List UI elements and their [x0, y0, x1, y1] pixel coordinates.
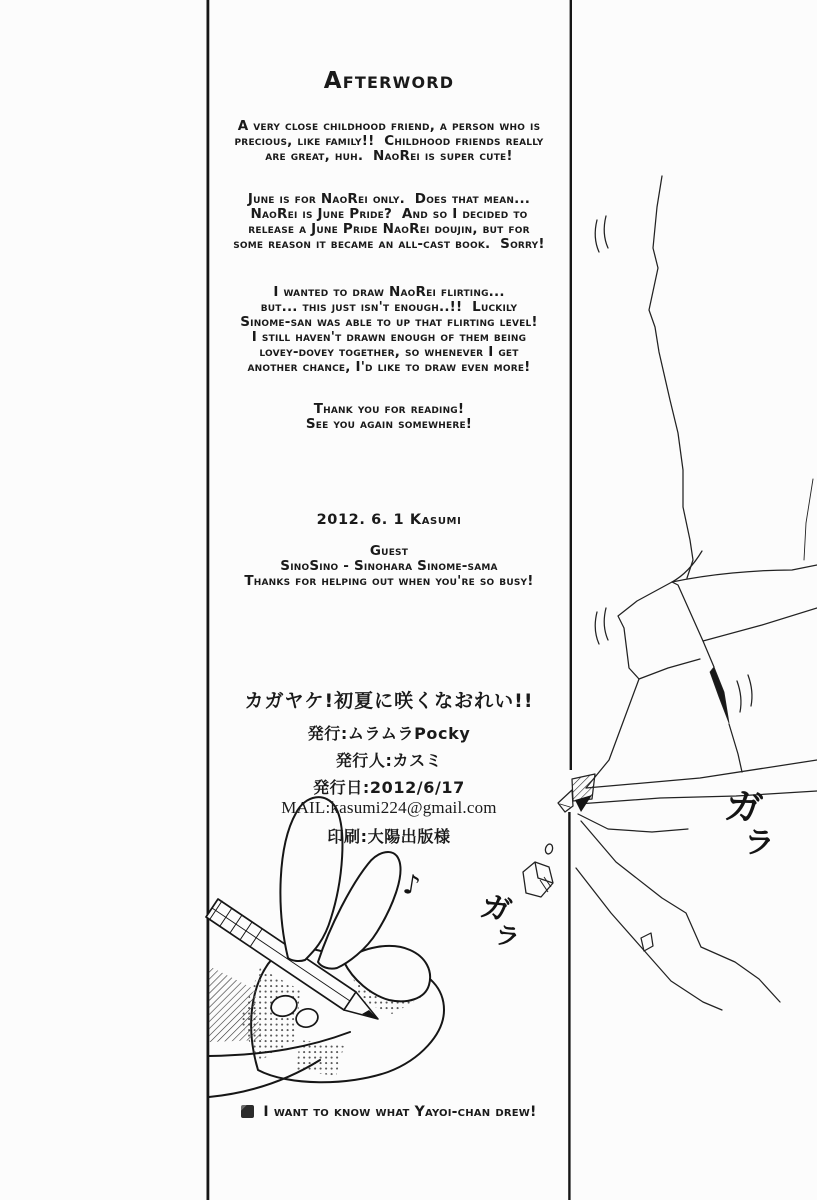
afterword-title: Afterword: [323, 68, 455, 94]
paragraph-line: A very close childhood friend, a person who is: [237, 118, 541, 134]
guest-name: SinoSino - Sinohara Sinome-sama: [280, 558, 498, 574]
guest-heading: Guest: [369, 543, 409, 559]
paragraph-line: are great, huh. NaoRei is super cute!: [265, 148, 513, 164]
afterword-paragraph-2: [209, 192, 569, 252]
guest-credit: [209, 544, 569, 589]
date-signature: 2012. 6. 1 Kasumi: [316, 512, 462, 528]
paragraph-line: but... this just isn't enough..!! Luckily: [260, 299, 518, 315]
doujin-title: カガヤケ!初夏に咲くなおれい!!: [244, 690, 534, 712]
paragraph-line: release a June Pride NaoRei doujin, but for: [248, 221, 530, 237]
sfx-character: ラ: [491, 919, 523, 954]
afterword-paragraph-4: [209, 402, 569, 432]
paragraph-line: some reason it became an all-cast book. Sorry!: [233, 236, 545, 252]
afterword-paragraph-1: [209, 119, 569, 164]
paragraph-line: See you again somewhere!: [305, 416, 473, 432]
sfx-gara-right: [719, 783, 782, 864]
falling-rock-artwork: [523, 843, 554, 897]
printer-line: 印刷:大陽出版様: [327, 827, 451, 846]
paragraph-line: I wanted to draw NaoRei flirting...: [273, 284, 505, 300]
sfx-character: ガ: [477, 888, 515, 930]
paragraph-line: NaoRei is June Pride? And so I decided to: [250, 206, 528, 222]
mail-line: MAIL:kasumi224@gmail.com: [281, 798, 497, 817]
publisher-line: 発行:ムラムラPocky: [307, 724, 471, 743]
bottom-caption: [209, 1104, 569, 1120]
afterword-paragraph-3: [209, 285, 569, 375]
paragraph-line: another chance, I'd like to draw even more!: [247, 359, 531, 375]
guest-thanks: Thanks for helping out when you're so busy!: [244, 573, 534, 589]
sfx-character: ラ: [741, 823, 777, 864]
paragraph-line: precious, like family!! Childhood friends really: [234, 133, 544, 149]
paragraph-line: June is for NaoRei only. Does that mean...: [247, 191, 531, 207]
paragraph-line: lovey-dovey together, so whenever I get: [259, 344, 519, 360]
paragraph-line: I still haven't drawn enough of them being: [251, 329, 527, 345]
stamp-icon: [241, 1105, 254, 1118]
paragraph-line: Sinome-san was able to up that flirting level!: [240, 314, 538, 330]
paragraph-line: Thank you for reading!: [313, 401, 465, 417]
sfx-character: ガ: [722, 783, 766, 832]
caption-text: I want to know what Yayoi-chan drew!: [263, 1104, 537, 1120]
wall-crack-artwork: [558, 176, 817, 1010]
author-line: 発行人:カスミ: [335, 751, 443, 770]
publish-date-line: 発行日:2012/6/17: [313, 778, 465, 797]
music-note-icon: ♪: [400, 868, 423, 903]
